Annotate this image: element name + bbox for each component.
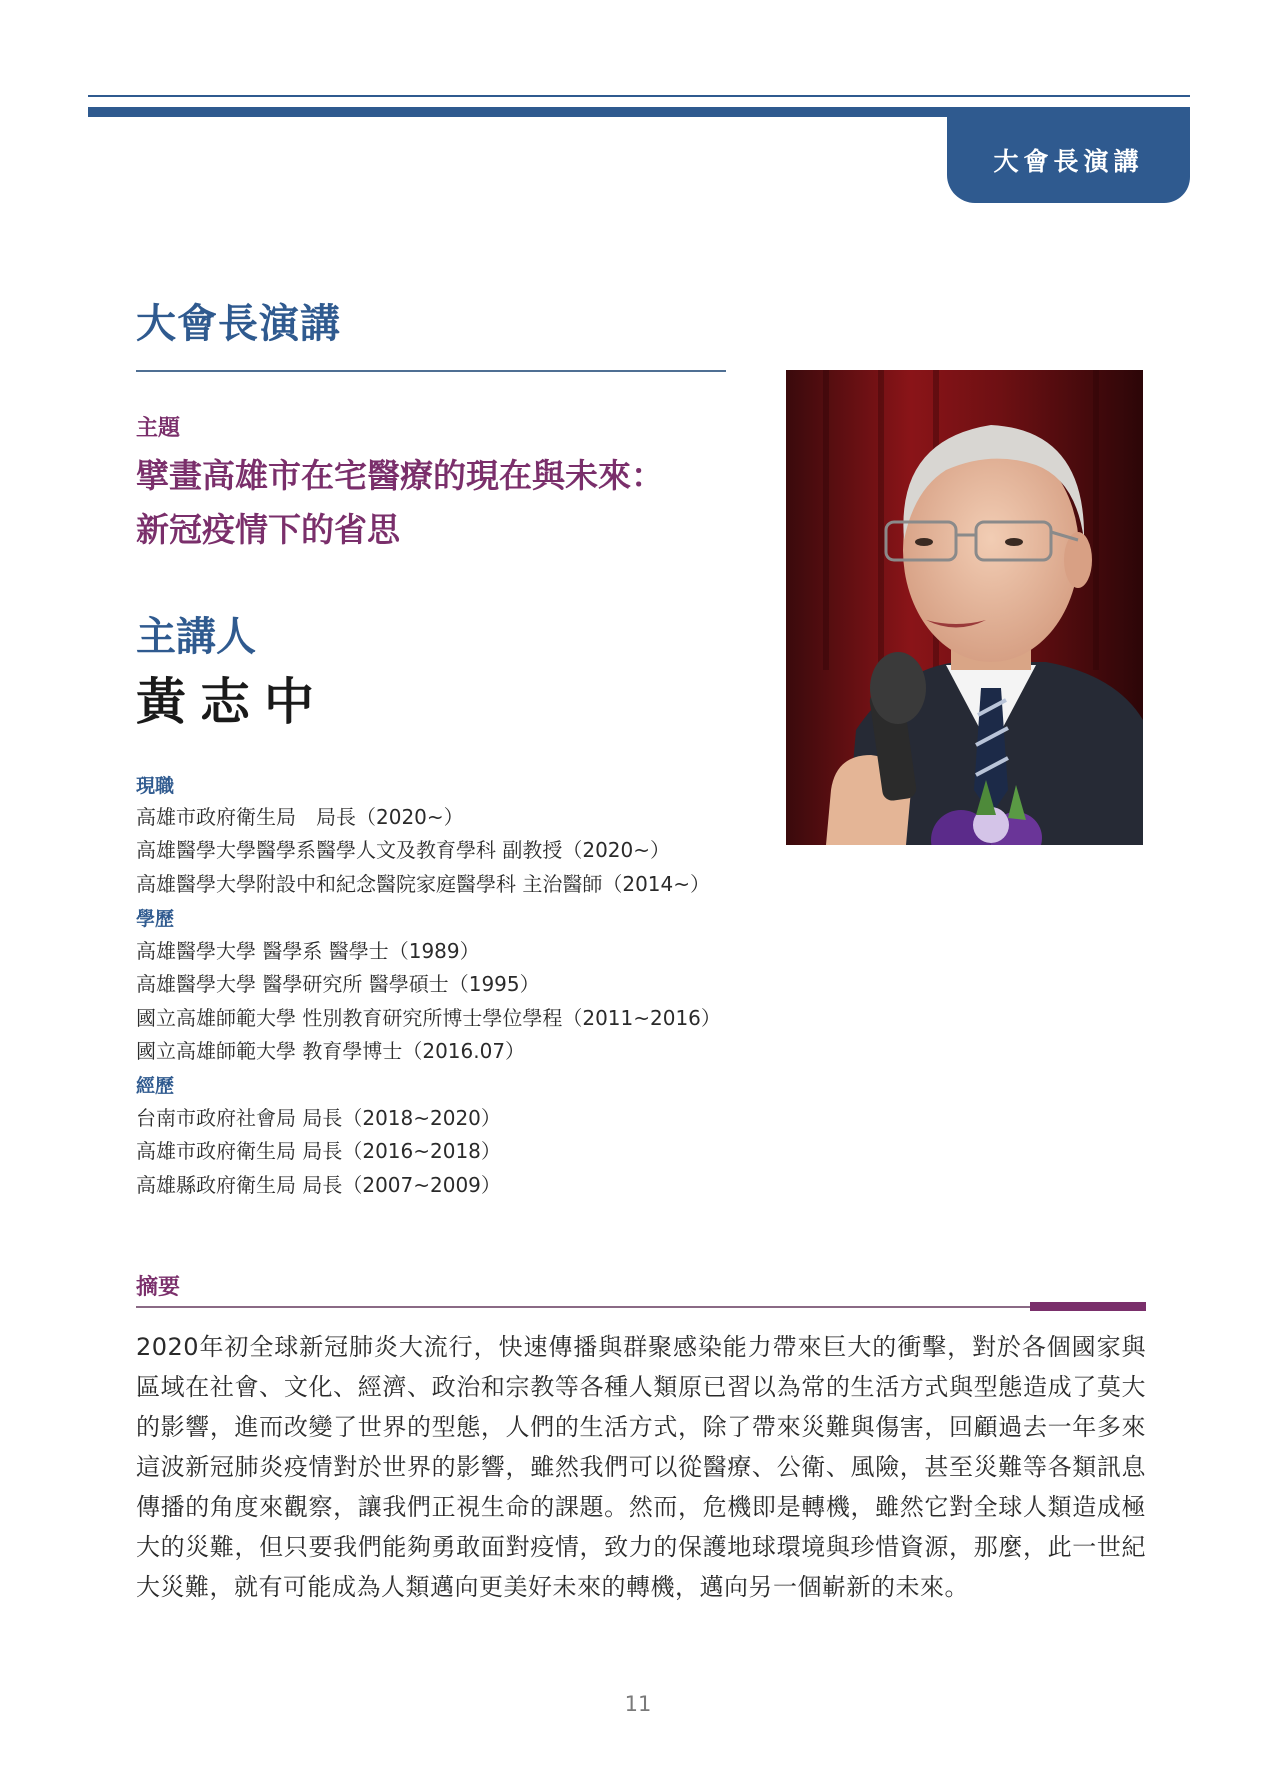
topic-label: 主題 bbox=[136, 416, 181, 441]
speaker-label: 主講人 bbox=[136, 614, 256, 660]
section-tab bbox=[947, 117, 1190, 203]
page-number: 11 bbox=[624, 1692, 652, 1716]
section-tab-label: 大會長演講 bbox=[993, 147, 1144, 176]
cv-experience-heading: 經歷 bbox=[136, 1075, 175, 1097]
speaker-photo bbox=[786, 370, 1143, 845]
cv-current-item: 高雄醫學大學醫學系醫學人文及教育學科 副教授（2020~） bbox=[136, 838, 671, 862]
title-divider bbox=[136, 370, 726, 372]
header-thin-rule bbox=[88, 95, 1190, 97]
cv-education-item: 國立高雄師範大學 教育學博士（2016.07） bbox=[136, 1039, 526, 1063]
abstract-divider bbox=[136, 1306, 1146, 1308]
cv-education-item: 高雄醫學大學 醫學系 醫學士（1989） bbox=[136, 939, 480, 963]
cv-education-heading: 學歷 bbox=[136, 908, 175, 930]
abstract-text: 2020年初全球新冠肺炎大流行，快速傳播與群聚感染能力帶來巨大的衝擊，對於各個國家與區域在社會、文化、經濟、政治和宗教等各種人類原已習以為常的生活方式與型態造成了莫大的影響，進而改變了世界的型態，人們的生活方式，除了帶來災難與傷害，回顧過去一年多來這波新冠肺炎疫情對於世界的影響，雖然我們可以從醫療、公衛、風險，甚至災難等各類訊息傳播的角度來觀察，讓我們正視生命的課題。然而，危機即是轉機，雖然它對全球人類造成極大的災難，但只要我們能夠勇敢面對疫情，致力的保護地球環境與珍惜資源，那麼，此一世紀大災難，就有可能成為人類邁向更美好未來的轉機，邁向另一個嶄新的未來。 bbox=[136, 1333, 1146, 1601]
speaker-name: 黃志中 bbox=[136, 672, 328, 731]
cv-current-item: 高雄市政府衛生局 局長（2020~） bbox=[136, 805, 464, 829]
cv-current-item: 高雄醫學大學附設中和紀念醫院家庭醫學科 主治醫師（2014~） bbox=[136, 872, 711, 896]
abstract-divider-accent bbox=[1030, 1302, 1146, 1311]
cv-experience-item: 台南市政府社會局 局長（2018~2020） bbox=[136, 1106, 501, 1130]
header-thick-rule bbox=[88, 107, 1190, 117]
cv-education-item: 高雄醫學大學 醫學研究所 醫學碩士（1995） bbox=[136, 972, 540, 996]
section-title: 大會長演講 bbox=[136, 301, 341, 347]
topic-title-line-1: 擘畫高雄市在宅醫療的現在與未來： bbox=[136, 456, 664, 495]
cv-experience-item: 高雄市政府衛生局 局長（2016~2018） bbox=[136, 1139, 501, 1163]
abstract-label: 摘要 bbox=[136, 1275, 181, 1300]
cv-experience-item: 高雄縣政府衛生局 局長（2007~2009） bbox=[136, 1173, 501, 1197]
cv-education-item: 國立高雄師範大學 性別教育研究所博士學位學程（2011~2016） bbox=[136, 1006, 721, 1030]
cv-current-heading: 現職 bbox=[136, 775, 175, 797]
topic-title-line-2: 新冠疫情下的省思 bbox=[136, 510, 400, 549]
